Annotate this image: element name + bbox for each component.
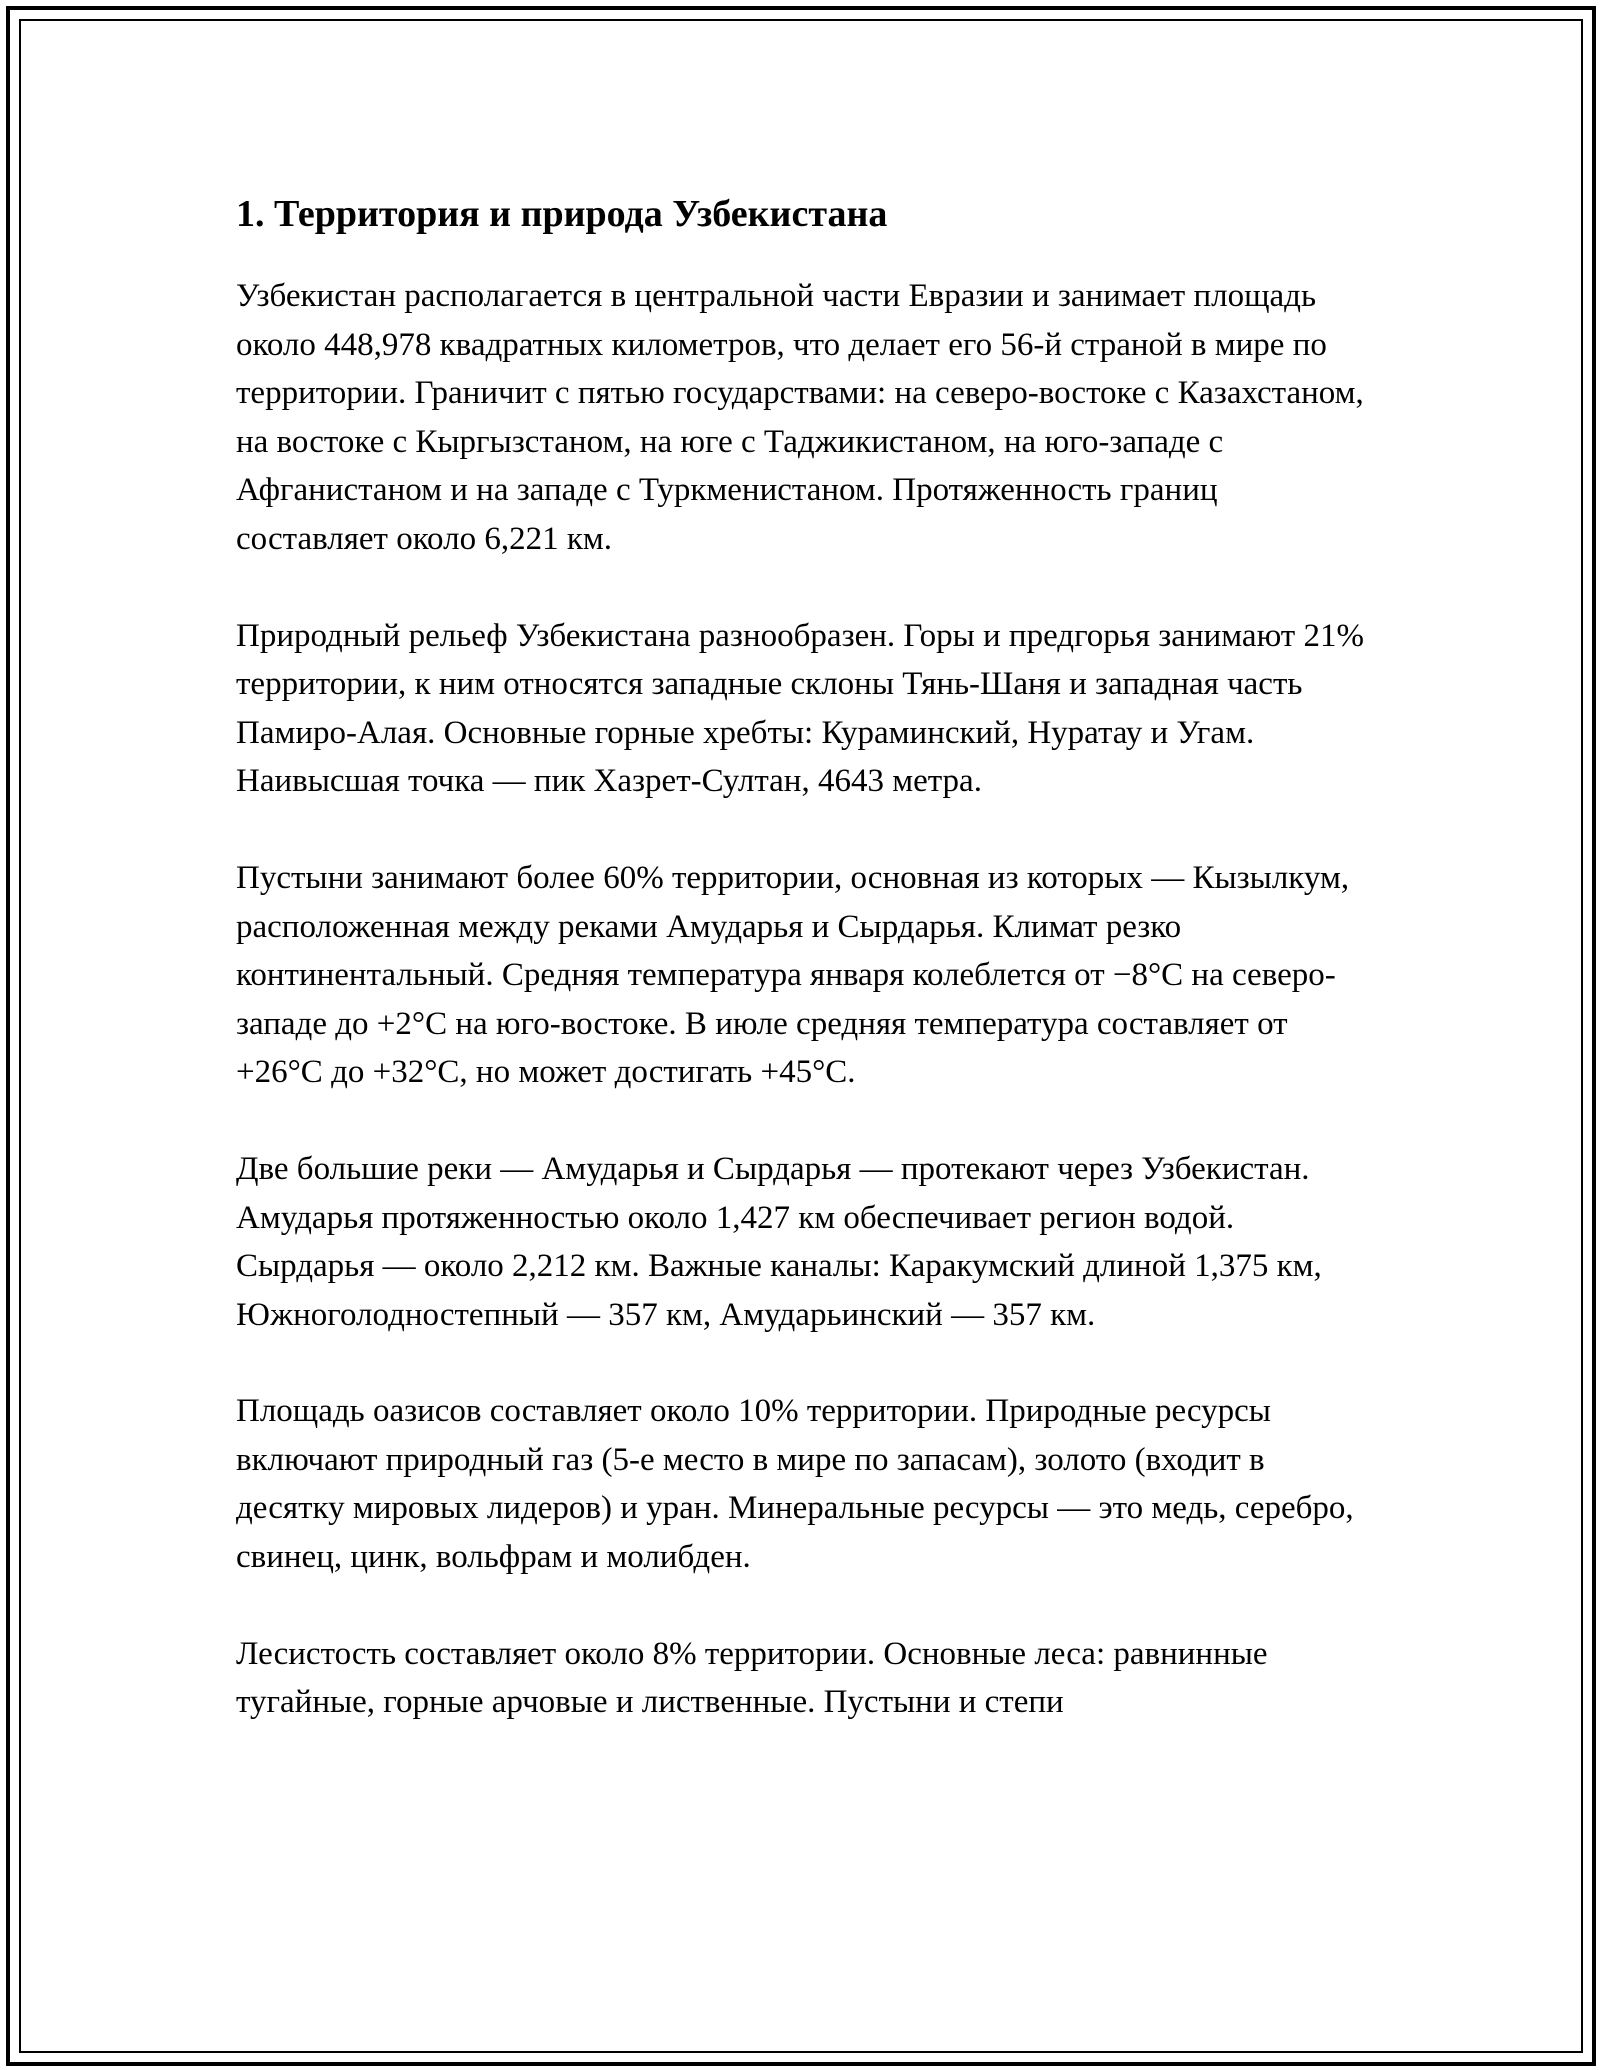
paragraph-deserts-climate: Пустыни занимают более 60% территории, основная из которых — Кызылкум, расположенная между реками Амударья и Сырдарья. Климат резко континентальный. Средняя температура января колеблется от −8°C на северо-западе до +2°C на юго-востоке. В июле средняя температура составляет от +26°C до +32°C, но может достигать +45°C. [236, 859, 1350, 1091]
paragraph-territory: Узбекистан располагается в центральной части Евразии и занимает площадь около 448,978 квадратных километров, что делает его 56-й страной в мире по территории. Граничит с пятью государствами: на северо-востоке с Казахстаном, на востоке с Кыргызстаном, на юге с Таджикистаном, на юго-западе с Афганистаном и на западе с Туркменистаном. Протяженность границ составляет около 6,221 км. [236, 278, 1364, 557]
paragraph-relief: Природный рельеф Узбекистана разнообразен. Горы и предгорья занимают 21% территории, к ним относятся западные склоны Тянь-Шаня и западная часть Памиро-Алая. Основные горные хребты: Кураминский, Нуратау и Угам. Наивысшая точка — пик Хазрет-Султан, 4643 метра. [236, 617, 1364, 800]
section-heading: 1. Территория и природа Узбекистана [236, 193, 888, 235]
paragraph-rivers: Две большие реки — Амударья и Сырдарья — протекают через Узбекистан. Амударья протяженностью около 1,427 км обеспечивает регион водой. Сырдарья — около 2,212 км. Важные каналы: Каракумский длиной 1,375 км, Южноголодностепный — 357 км, Амударьинский — 357 км. [236, 1150, 1322, 1333]
paragraph-resources: Площадь оазисов составляет около 10% территории. Природные ресурсы включают природный газ (5-е место в мире по запасам), золото (входит в десятку мировых лидеров) и уран. Минеральные ресурсы — это медь, серебро, свинец, цинк, вольфрам и молибден. [236, 1393, 1354, 1576]
document-body [236, 186, 1376, 1775]
paragraph-forests: Лесистость составляет около 8% территории. Основные леса: равнинные тугайные, горные арчовые и лиственные. Пустыни и степи [236, 1635, 1268, 1721]
